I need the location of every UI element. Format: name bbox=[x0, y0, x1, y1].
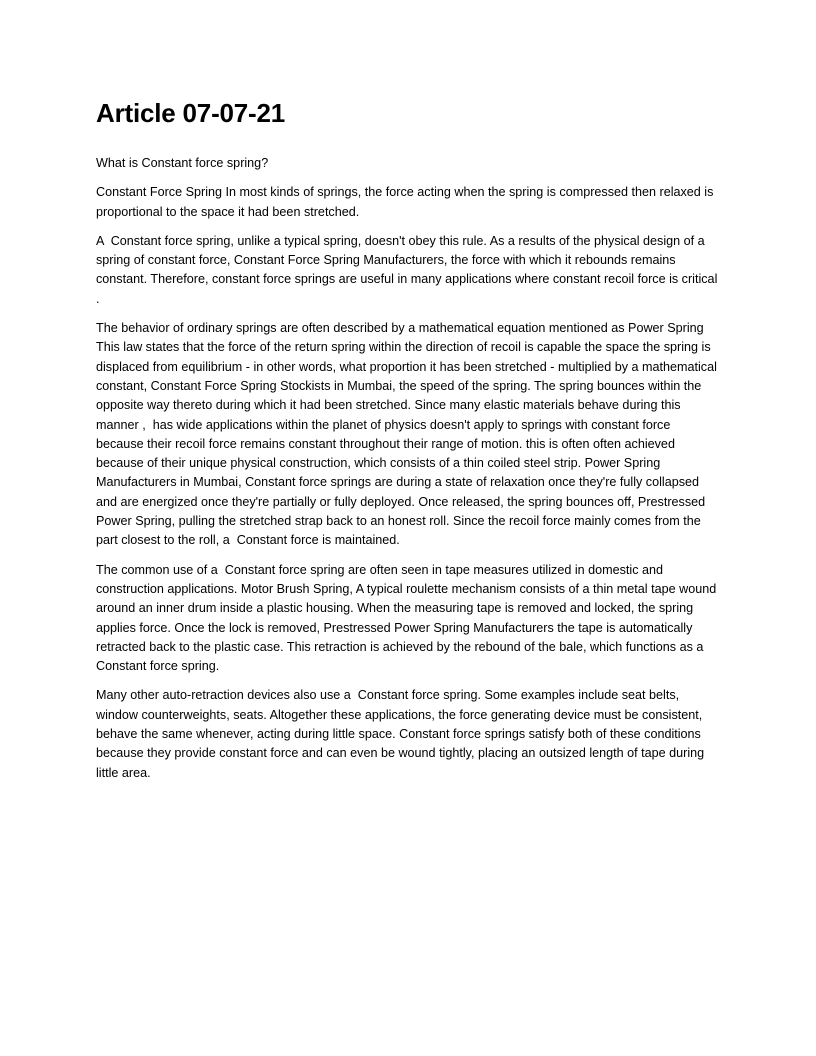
article-title: Article 07-07-21 bbox=[96, 98, 286, 128]
paragraph-auto-retraction: Many other auto-retraction devices also use a Constant force spring. Some examples include seat belts, window counterweights, seats. Altogether these applications, the force generating device must be consistent, behave the same whenever, acting during little space. Constant force springs satisfy both of these conditions because they provide constant force and can even be wound tightly, placing an outsized length of tape during little area. bbox=[96, 688, 708, 780]
paragraph-intro: Constant Force Spring In most kinds of springs, the force acting when the spring is compressed then relaxed is proportional to the space it had been stretched. bbox=[96, 185, 717, 219]
paragraph-ordinary-springs: The behavior of ordinary springs are often described by a mathematical equation mentioned as Power Spring This law states that the force of the return spring within the direction of recoil is capable the space the spring is displaced from equilibrium - in other words, what proportion it has been stretched - multiplied by a mathematical constant, Constant Force Spring Stockists in Mumbai, the speed of the spring. The spring bounces within the opposite way thereto during which it had been stretched. Since many elastic materials behave during this manner , has wide applications within the planet of physics doesn't apply to springs with constant force because their recoil force remains constant throughout their range of motion. this is often often achieved because of their unique physical construction, which consists of a thin coiled steel strip. Power Spring Manufacturers in Mumbai, Constant force springs are during a state of relaxation once they're fully collapsed and are energized once they're partially or fully deployed. Once released, the spring bounces off, Prestressed Power Spring, pulling the stretched strap back to an honest roll. Since the recoil force mainly comes from the part closest to the roll, a Constant force is maintained. bbox=[96, 321, 721, 548]
document-body bbox=[96, 96, 720, 793]
paragraph-tape-measures: The common use of a Constant force spring are often seen in tape measures utilized in domestic and construction applications. Motor Brush Spring, A typical roulette mechanism consists of a thin metal tape wound around an inner drum inside a plastic housing. When the measuring tape is removed and locked, the spring applies force. Once the lock is removed, Prestressed Power Spring Manufacturers the tape is automatically retracted back to the plastic case. This retraction is achieved by the rebound of the bale, which functions as a Constant force spring. bbox=[96, 562, 720, 674]
paragraph-question: What is Constant force spring? bbox=[96, 156, 269, 170]
paragraph-constant-force: A Constant force spring, unlike a typical spring, doesn't obey this rule. As a results of the physical design of a spring of constant force, Constant Force Spring Manufacturers, the force with which it rebounds remains constant. Therefore, constant force springs are useful in many applications where constant recoil force is critical . bbox=[96, 233, 721, 306]
